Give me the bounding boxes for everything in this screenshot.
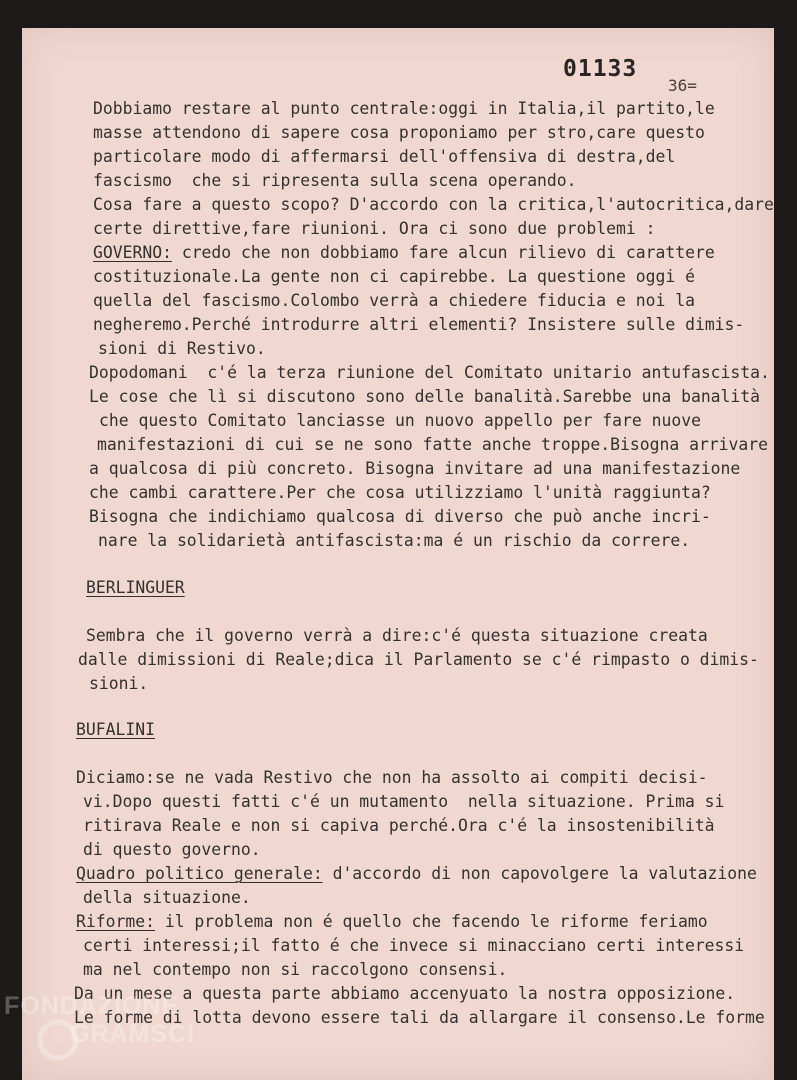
text-line: costituzionale.La gente non ci capirebbe. La questione oggi é (93, 267, 695, 286)
text-line: particolare modo di affermarsi dell'offensiva di destra,del (93, 147, 676, 166)
text-line: quella del fascismo.Colombo verrà a chiedere fiducia e noi la (93, 291, 695, 310)
text-line: Dobbiamo restare al punto centrale:oggi in Italia,il partito,le (93, 99, 715, 118)
watermark-line1: FONDAZIONE (4, 992, 180, 1020)
text-line: nare la solidarietà antifascista:ma é un rischio da correre. (98, 531, 691, 550)
text-line: certi interessi;il fatto é che invece si minacciano certi interessi (83, 936, 745, 955)
text-line: che questo Comitato lanciasse un nuovo appello per fare nuove (99, 411, 701, 430)
watermark-line2: GRAMSCI (70, 1020, 196, 1048)
section-governo-line: GOVERNO: credo che non dobbiamo fare alcun rilievo di carattere (93, 243, 715, 262)
text-line: sioni. (89, 674, 149, 693)
text-line: manifestazioni di cui se ne sono fatte anche troppe.Bisogna arrivare (97, 435, 769, 454)
section-riforme-line: Riforme: il problema non é quello che facendo le riforme feriamo (76, 912, 708, 931)
text-line: della situazione. (83, 888, 251, 907)
text-line: masse attendono di sapere cosa proponiamo per stro,care questo (93, 123, 705, 142)
text-line: Da un mese a questa parte abbiamo accenyuato la nostra opposizione. (74, 984, 736, 1003)
text-line: dalle dimissioni di Reale;dica il Parlamento se c'é rimpasto o dimis- (78, 650, 759, 669)
speaker-berlinguer: BERLINGUER (86, 578, 185, 597)
text-line: Le cose che lì si discutono sono delle banalità.Sarebbe una banalità (89, 387, 761, 406)
text-line: ritirava Reale e non si capiva perché.Ora c'é la insostenibilità (83, 816, 715, 835)
text-line: negheremo.Perché introdurre altri elementi? Insistere sulle dimis- (93, 315, 745, 334)
text-line: a qualcosa di più concreto. Bisogna invitare ad una manifestazione (89, 459, 741, 478)
text-line: Sembra che il governo verrà a dire:c'é questa situazione creata (86, 626, 708, 645)
document-number: 01133 (563, 56, 638, 82)
text-line: ma nel contempo non si raccolgono consensi. (83, 960, 508, 979)
text-line: di questo governo. (83, 840, 261, 859)
page-number: 36= (668, 76, 697, 95)
text-line: sioni di Restivo. (98, 339, 266, 358)
text-line: fascismo che si ripresenta sulla scena operando. (93, 171, 577, 190)
text-line: certe direttive,fare riunioni. Ora ci sono due problemi : (93, 219, 656, 238)
text-line: vi.Dopo questi fatti c'é un mutamento nella situazione. Prima si (83, 792, 725, 811)
section-quadro-line: Quadro politico generale: d'accordo di non capovolgere la valutazione (76, 864, 757, 883)
speaker-bufalini: BUFALINI (76, 720, 155, 739)
text-line: Le forme di lotta devono essere tali da allargare il consenso.Le forme (74, 1008, 765, 1027)
text-line: Bisogna che indichiamo qualcosa di diverso che può anche incri- (89, 507, 711, 526)
text-line: che cambi carattere.Per che cosa utilizziamo l'unità raggiunta? (89, 483, 711, 502)
text-line: Cosa fare a questo scopo? D'accordo con la critica,l'autocritica,dare (93, 195, 774, 214)
text-line: Dopodomani c'é la terza riunione del Comitato unitario antufascista. (89, 363, 770, 382)
text-line: Diciamo:se ne vada Restivo che non ha assolto ai compiti decisi- (76, 768, 708, 787)
